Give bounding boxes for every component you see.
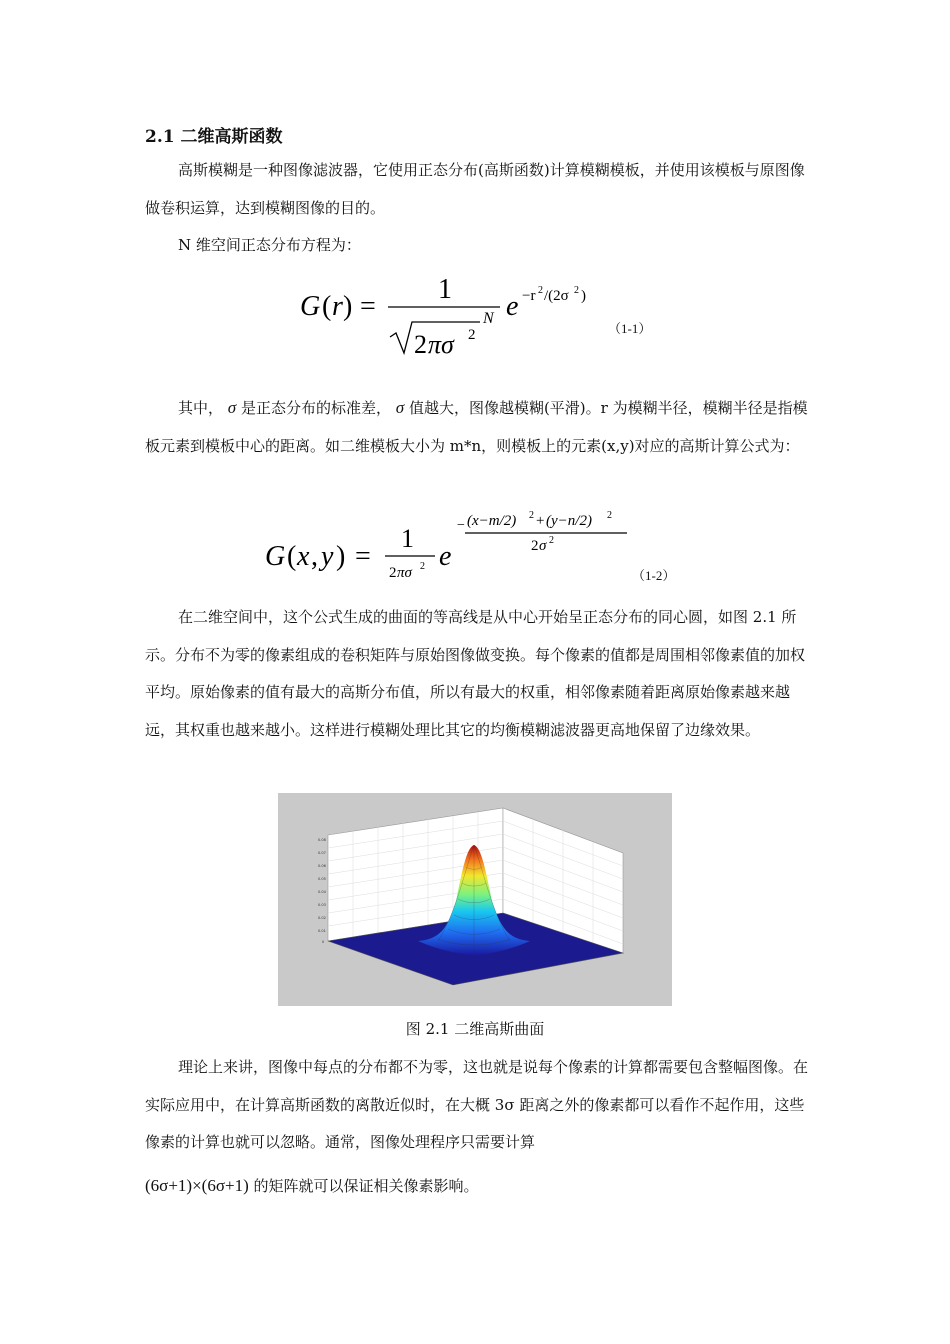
- gaussian-surface-plot: [278, 793, 672, 1006]
- svg-text:y: y: [321, 541, 334, 572]
- svg-text:πσ: πσ: [428, 330, 454, 359]
- matrix-size-formula: (6σ+1)×(6σ+1): [145, 1176, 249, 1195]
- paragraph-intro: [145, 152, 810, 227]
- gaussian-surface-figure: [278, 793, 672, 1006]
- svg-text:2: 2: [574, 285, 579, 296]
- paragraph-sigma: [145, 389, 810, 465]
- equation-1-1: [300, 265, 620, 365]
- svg-text:1: 1: [438, 274, 452, 305]
- equation-number: （1-2）: [632, 568, 676, 583]
- paragraph-theory: [145, 1049, 810, 1162]
- equation-number: （1-1）: [608, 321, 652, 336]
- text-span: 值越大，图像越模糊(平滑)。r 为模糊半径，模糊半径是指模板元素到模板中心的距离。如二维模板大小为 m*n，则模板上的元素(x,y)对应的高斯计算公式为：: [145, 399, 808, 455]
- svg-text:2: 2: [607, 510, 612, 521]
- svg-text:πσ: πσ: [397, 565, 412, 581]
- svg-text:0.04: 0.04: [318, 890, 326, 894]
- svg-text:2: 2: [414, 330, 427, 359]
- svg-text:0.06: 0.06: [318, 864, 326, 868]
- svg-text:): ): [336, 541, 346, 572]
- svg-text:2: 2: [468, 327, 476, 343]
- paragraph-text: [145, 389, 810, 465]
- svg-text:2: 2: [389, 565, 397, 581]
- equation-1-1-graphic: [300, 265, 620, 365]
- svg-text:=: =: [355, 541, 371, 572]
- svg-text:−: −: [457, 518, 465, 533]
- svg-text:(: (: [322, 291, 332, 322]
- figure-caption: 图 2.1 二维高斯曲面: [405, 1020, 545, 1038]
- svg-text:1: 1: [401, 524, 414, 553]
- equation-1-2-graphic: [265, 505, 645, 590]
- svg-text:): ): [581, 288, 586, 304]
- svg-text:2: 2: [420, 561, 425, 572]
- paragraph-text: 理论上来讲，图像中每点的分布都不为零，这也就是说每个像素的计算都需要包含整幅图像。在实际应用中，在计算高斯函数的离散近似时，在大概 3σ 距离之外的像素都可以看作不起作用，这些像素的计算也就可以忽略。通常，图像处理程序只需要计算: [145, 1058, 809, 1151]
- svg-text:(: (: [287, 541, 297, 572]
- sigma-symbol: σ: [395, 398, 405, 417]
- svg-text:0: 0: [322, 940, 325, 944]
- svg-text:G: G: [300, 291, 321, 322]
- svg-text:0.01: 0.01: [318, 929, 326, 933]
- text-span: 的矩阵就可以保证相关像素影响。: [253, 1177, 479, 1195]
- paragraph-text: 在二维空间中，这个公式生成的曲面的等高线是从中心开始呈正态分布的同心圆，如图 2.1 所示。分布不为零的像素组成的卷积矩阵与原始图像做变换。每个像素的值都是周围相邻像素值的加权平均。原始像素的值有最大的高斯分布值，所以有最大的权重，相邻像素随着距离原始像素越来越远，其权重也越来越小。这样进行模糊处理比其它的均衡模糊滤波器更高地保留了边缘效果。: [145, 608, 806, 739]
- svg-text:=: =: [360, 291, 376, 322]
- svg-text:2: 2: [529, 510, 534, 521]
- svg-text:e: e: [506, 291, 519, 322]
- svg-text:e: e: [439, 541, 452, 572]
- svg-text:2: 2: [538, 285, 543, 296]
- svg-text:0.08: 0.08: [318, 838, 326, 842]
- equation-1-2: [265, 505, 645, 590]
- text-span: 是正态分布的标准差，: [240, 399, 391, 417]
- svg-text:0.05: 0.05: [318, 877, 326, 881]
- svg-text:σ: σ: [539, 538, 547, 554]
- svg-text:r: r: [332, 291, 343, 322]
- svg-text:0.02: 0.02: [318, 916, 326, 920]
- svg-text:2: 2: [531, 538, 539, 554]
- paragraph-text: 高斯模糊是一种图像滤波器，它使用正态分布(高斯函数)计算模糊模板，并使用该模板与原图像做卷积运算，达到模糊图像的目的。: [145, 161, 805, 217]
- svg-text:x: x: [297, 541, 310, 572]
- paragraph-text: N 维空间正态分布方程为：: [178, 236, 361, 254]
- paragraph-matrix: [145, 1167, 810, 1206]
- svg-text:/(2σ: /(2σ: [544, 288, 569, 304]
- svg-text:(x−m/2): (x−m/2): [467, 513, 517, 529]
- svg-text:,: ,: [311, 541, 318, 572]
- svg-text:): ): [343, 291, 353, 322]
- svg-text:G: G: [265, 541, 286, 572]
- paragraph-contour: [145, 599, 810, 749]
- svg-text:0.07: 0.07: [318, 851, 326, 855]
- svg-text:0.03: 0.03: [318, 903, 326, 907]
- section-heading: 2.1 二维高斯函数: [145, 127, 283, 147]
- paragraph-n-dim: [145, 227, 810, 265]
- sigma-symbol: σ: [227, 398, 237, 417]
- svg-text:2: 2: [549, 535, 554, 546]
- paragraph-text: [145, 1167, 810, 1206]
- svg-text:+: +: [536, 513, 545, 529]
- text-span: 其中，: [178, 399, 224, 417]
- svg-text:N: N: [483, 310, 494, 327]
- svg-text:−r: −r: [522, 288, 536, 304]
- svg-text:(y−n/2): (y−n/2): [546, 513, 592, 529]
